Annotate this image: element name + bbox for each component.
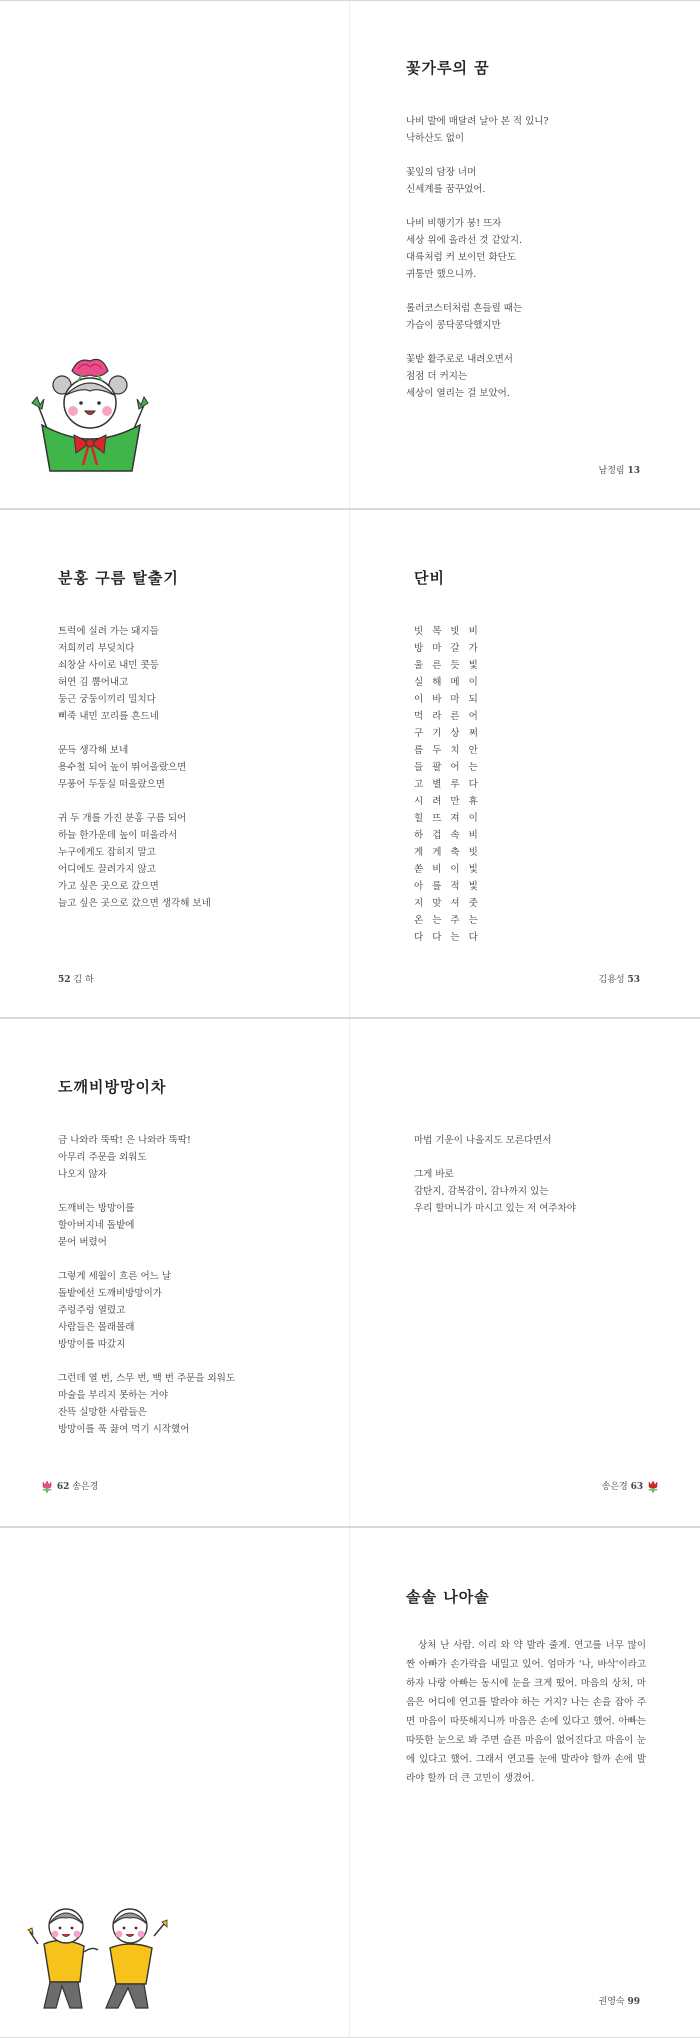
poem-line: 름 두 치 안 — [414, 745, 481, 756]
poem-line: 먹 라 른 어 — [414, 711, 481, 722]
poem-line: 세상이 열리는 걸 보았어. — [406, 388, 510, 399]
poem-line: 가슴이 콩닥콩닥했지만 — [406, 320, 501, 331]
poem-line: 이 바 마 되 — [414, 694, 481, 705]
page-folio — [40, 1479, 98, 1494]
poem-line: 주렁주렁 열렸고 — [58, 1305, 126, 1316]
poem-line: 방 마 갈 가 — [414, 643, 481, 654]
page-gutter — [349, 1019, 350, 1526]
poem-body — [58, 623, 211, 912]
page-gutter — [349, 1528, 350, 2037]
poem-line: 사람들은 몰래몰래 — [58, 1322, 135, 1333]
poem-title: 단비 — [414, 569, 445, 587]
folio-author: 권영숙 — [598, 1997, 625, 2007]
poem-line: 감탄지, 감복감이, 감나까지 있는 — [414, 1186, 549, 1197]
poem-line: 잔뜩 실망한 사람들은 — [58, 1407, 147, 1418]
spread-3 — [0, 1018, 700, 1527]
poem-line: 대륙처럼 커 보이던 화단도 — [406, 252, 517, 263]
folio-author: 송은경 — [601, 1482, 628, 1492]
poem-line: 그게 바로 — [414, 1169, 454, 1180]
poem-line: 트럭에 실려 가는 돼지들 — [58, 626, 159, 637]
tulip-icon — [646, 1480, 660, 1494]
poem-line: 금 나와라 뚝딱! 은 나와라 뚝딱! — [58, 1135, 191, 1146]
poem-line: 낙하산도 없이 — [406, 133, 465, 144]
folio-page-number: 52 — [58, 975, 71, 985]
spread-4 — [0, 1527, 700, 2038]
poem-line: 아무리 주문을 외워도 — [58, 1152, 147, 1163]
poem-line: 힐 뜨 져 이 — [414, 813, 481, 824]
folio-author: 남정림 — [598, 466, 625, 476]
poem-line: 하늘 한가운데 높이 떠올라서 — [58, 830, 178, 841]
poem-line: 마술을 부리지 못하는 거야 — [58, 1390, 169, 1401]
poem-line: 구 기 상 쩌 — [414, 728, 481, 739]
tulip-icon — [40, 1480, 54, 1494]
poem-line: 꽃밭 활주로로 내려오면서 — [406, 354, 513, 365]
page-folio — [58, 972, 94, 985]
poem-line: 고 별 루 다 — [414, 779, 481, 790]
poem-line: 온 는 주 는 — [414, 915, 481, 926]
poem-line: 늘고 싶은 곳으로 갔으면 생각해 보네 — [58, 898, 211, 909]
poem-line: 세상 위에 올라선 것 같았지. — [406, 235, 523, 246]
poem-line: 그렇게 세월이 흐른 어느 날 — [58, 1271, 172, 1282]
poem-line: 들 팔 어 는 — [414, 762, 481, 773]
poem-line: 누구에게도 잡히지 말고 — [58, 847, 156, 858]
poem-line: 쏟 비 이 빛 — [414, 864, 481, 875]
page-folio — [599, 1994, 641, 2007]
poem-line: 게 게 축 빗 — [414, 847, 481, 858]
poem-line: 울 른 듯 빛 — [414, 660, 481, 671]
poem-line: 롤러코스터처럼 흔들릴 때는 — [406, 303, 523, 314]
poem-line: 저희끼리 부딪치다 — [58, 643, 135, 654]
poem-line: 실 해 메 이 — [414, 677, 481, 688]
poem-line: 삐죽 내민 꼬리를 흔드네 — [58, 711, 159, 722]
poem-line: 문득 생각해 보네 — [58, 745, 129, 756]
poem-line: 도깨비는 방망이를 — [58, 1203, 135, 1214]
prose-poem-body: 상처 난 사람. 이리 와 약 발라 줄게. 연고를 너무 많이 짠 아빠가 손가락을 내밀고 있어. 엄마가 '나, 바삭'이라고 하자 나랑 아빠는 동시에 눈을 크게 떴어. 마음의 상처, 마음은 어디에 연고를 발라야 하는 거지? 나는 손을 잡아 주면 마음이 따뜻해지니까 마음은 손에 있다고 했어. 아빠는 따뜻한 눈으로 봐 주면 슬픈 마음이 없어진다고 마음이 눈에 있다고 했어. 그래서 연고를 눈에 발라야 할까 손에 발라야 할까 더 큰 고민이 생겼어. — [406, 1640, 646, 1784]
poem-line: 나오지 않자 — [58, 1169, 107, 1180]
page-folio — [602, 1479, 660, 1494]
folio-author: 김용성 — [598, 975, 625, 985]
poem-line: 쇠창살 사이로 내민 콧등 — [58, 660, 159, 671]
page-gutter — [349, 1, 350, 508]
spread-2 — [0, 509, 700, 1018]
poem-line: 나비 발에 매달려 날아 본 적 있니? — [406, 116, 549, 127]
poem-line: 가고 싶은 곳으로 갔으면 — [58, 881, 159, 892]
poem-body-continued — [414, 1132, 576, 1217]
poem-line: 그런데 열 번, 스무 번, 백 번 주문을 외워도 — [58, 1373, 236, 1384]
poem-line: 점점 더 커지는 — [406, 371, 468, 382]
page-folio — [599, 463, 641, 476]
poem-line: 다 다 는 다 — [414, 932, 481, 943]
poem-body-vertical — [414, 623, 481, 946]
poem-line: 우리 할머니가 마시고 있는 저 여주차야 — [414, 1203, 576, 1214]
folio-page-number: 13 — [627, 466, 640, 476]
poem-line: 시 려 만 휴 — [414, 796, 481, 807]
poem-line: 신세계를 꿈꾸었어. — [406, 184, 486, 195]
spread-1 — [0, 0, 700, 509]
poem-line: 돌밭에선 도깨비방망이가 — [58, 1288, 162, 1299]
folio-author: 송은경 — [72, 1482, 99, 1492]
poem-line: 아 를 적 빛 — [414, 881, 481, 892]
poem-title: 꽃가루의 꿈 — [406, 59, 490, 77]
poem-line: 무풍어 두둥실 떠올랐으면 — [58, 779, 165, 790]
poem-line: 허연 김 뿜어내고 — [58, 677, 129, 688]
poem-line: 어디에도 끌려가지 않고 — [58, 864, 156, 875]
poem-body — [58, 1132, 235, 1438]
folio-page-number: 53 — [627, 975, 640, 985]
poem-title: 솔솔 나아솔 — [406, 1588, 490, 1606]
folio-page-number: 99 — [627, 1997, 640, 2007]
poem-line: 묻어 버렸어 — [58, 1237, 107, 1248]
poem-line: 할아버지네 돌밭에 — [58, 1220, 135, 1231]
poem-title: 분홍 구름 탈출기 — [58, 569, 179, 587]
poem-line: 나비 비행기가 붕! 뜨자 — [406, 218, 502, 229]
children-running-illustration — [26, 1896, 176, 2021]
poem-line: 방망이를 따갔지 — [58, 1339, 126, 1350]
girl-carnation-illustration — [28, 353, 153, 478]
poem-line: 빗 목 빗 비 — [414, 626, 481, 637]
poem-body — [406, 113, 549, 402]
poem-line: 꽃잎의 담장 너머 — [406, 167, 477, 178]
page-folio — [599, 972, 641, 985]
poem-line: 귀 두 개를 가진 분홍 구름 되어 — [58, 813, 187, 824]
poem-line: 용수철 되어 높이 뛰어올랐으면 — [58, 762, 187, 773]
poem-line: 둥근 궁둥이끼리 밀치다 — [58, 694, 156, 705]
folio-page-number: 63 — [630, 1482, 644, 1492]
poem-title: 도깨비방망이차 — [58, 1078, 167, 1096]
poem-line: 마법 기운이 나올지도 모른다면서 — [414, 1135, 552, 1146]
folio-author: 김 하 — [73, 975, 94, 985]
page-gutter — [349, 510, 350, 1017]
poem-line: 하 겁 속 비 — [414, 830, 481, 841]
poem-line: 방망이를 푹 끓여 먹기 시작했어 — [58, 1424, 190, 1435]
folio-page-number: 62 — [56, 1482, 70, 1492]
poem-line: 귀퉁만 했으니까. — [406, 269, 477, 280]
poem-line: 지 맞 셔 줏 — [414, 898, 481, 909]
